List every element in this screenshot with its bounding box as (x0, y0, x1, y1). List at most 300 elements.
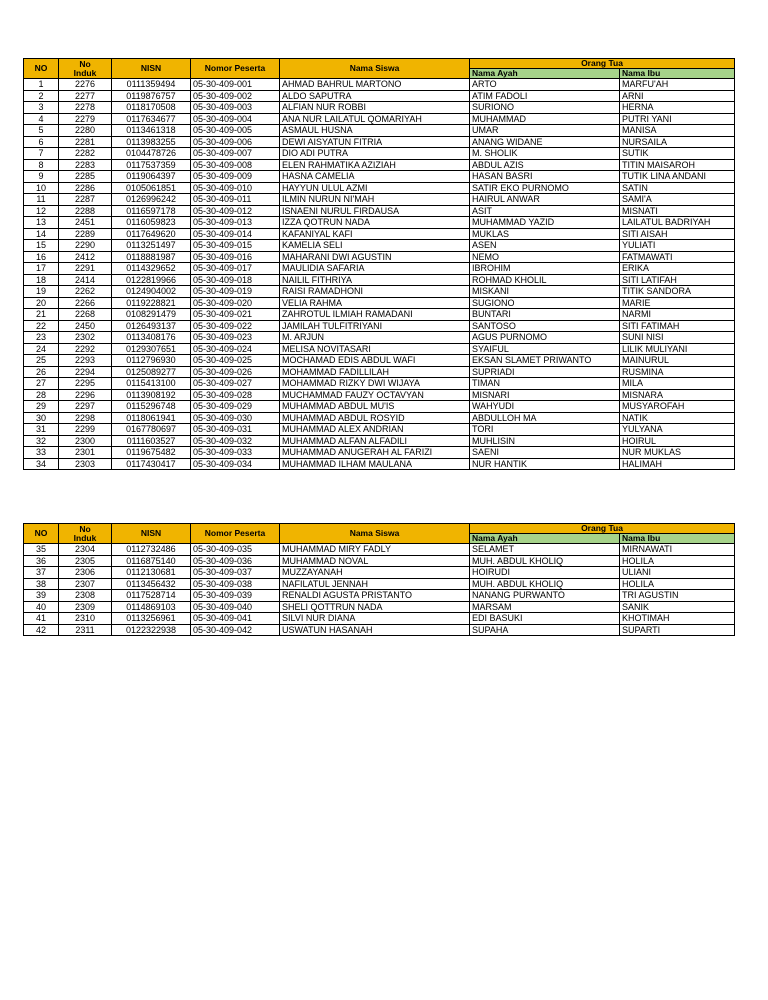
cell-nomor-peserta: 05-30-409-041 (191, 613, 280, 625)
cell-nama-ibu: NUR MUKLAS (620, 447, 735, 459)
cell-nama-siswa: MUHAMMAD ANUGERAH AL FARIZI (280, 447, 470, 459)
cell-nisn: 0113908192 (112, 389, 191, 401)
header-orang-tua: Orang Tua (470, 59, 735, 69)
cell-nisn: 0124904002 (112, 286, 191, 298)
cell-nisn: 0122322938 (112, 624, 191, 636)
cell-nama-ibu: HOLILA (620, 578, 735, 590)
cell-nomor-peserta: 05-30-409-011 (191, 194, 280, 206)
cell-nama-ibu: SANIK (620, 601, 735, 613)
cell-no-induk: 2285 (59, 171, 112, 183)
cell-nomor-peserta: 05-30-409-010 (191, 182, 280, 194)
cell-nama-ayah: ASIT (470, 205, 620, 217)
table-body-2 (24, 544, 735, 636)
cell-no-induk: 2286 (59, 182, 112, 194)
cell-nomor-peserta: 05-30-409-007 (191, 148, 280, 160)
cell-no-induk: 2281 (59, 136, 112, 148)
student-table-1 (23, 58, 735, 470)
cell-nama-siswa: HASNA CAMELIA (280, 171, 470, 183)
cell-nisn: 0122819966 (112, 274, 191, 286)
cell-no-induk: 2294 (59, 366, 112, 378)
cell-nomor-peserta: 05-30-409-025 (191, 355, 280, 367)
cell-nisn: 0115296748 (112, 401, 191, 413)
cell-nama-ayah: BUNTARI (470, 309, 620, 321)
cell-no: 4 (24, 113, 59, 125)
cell-nama-ibu: KHOTIMAH (620, 613, 735, 625)
cell-nomor-peserta: 05-30-409-009 (191, 171, 280, 183)
cell-nisn: 0125089277 (112, 366, 191, 378)
cell-nomor-peserta: 05-30-409-012 (191, 205, 280, 217)
cell-no-induk: 2277 (59, 90, 112, 102)
cell-nama-ibu: HALIMAH (620, 458, 735, 470)
cell-nisn: 0118170508 (112, 102, 191, 114)
table-row (24, 601, 735, 613)
cell-nama-siswa: MOHAMMAD FADILLILAH (280, 366, 470, 378)
cell-nama-ayah: HOIRUDI (470, 567, 620, 579)
cell-nomor-peserta: 05-30-409-027 (191, 378, 280, 390)
cell-no: 11 (24, 194, 59, 206)
cell-nomor-peserta: 05-30-409-022 (191, 320, 280, 332)
cell-no: 39 (24, 590, 59, 602)
cell-no-induk: 2291 (59, 263, 112, 275)
cell-no: 14 (24, 228, 59, 240)
cell-nama-ayah: EKSAN SLAMET PRIWANTO (470, 355, 620, 367)
cell-nisn: 0113251497 (112, 240, 191, 252)
cell-no: 15 (24, 240, 59, 252)
header-nama-siswa: Nama Siswa (280, 524, 470, 544)
table-row (24, 578, 735, 590)
table-row (24, 435, 735, 447)
cell-no-induk: 2412 (59, 251, 112, 263)
cell-no-induk: 2302 (59, 332, 112, 344)
header-nama-ayah: Nama Ayah (470, 69, 620, 79)
cell-no-induk: 2280 (59, 125, 112, 137)
cell-no: 27 (24, 378, 59, 390)
cell-no-induk: 2307 (59, 578, 112, 590)
cell-no: 12 (24, 205, 59, 217)
cell-no-induk: 2305 (59, 555, 112, 567)
table-row (24, 240, 735, 252)
cell-nama-ibu: MISNATI (620, 205, 735, 217)
header-no-induk: No Induk (59, 524, 112, 544)
cell-nama-siswa: NAFILATUL JENNAH (280, 578, 470, 590)
cell-nomor-peserta: 05-30-409-042 (191, 624, 280, 636)
cell-no: 37 (24, 567, 59, 579)
cell-nama-ayah: ANANG WIDANE (470, 136, 620, 148)
cell-nomor-peserta: 05-30-409-016 (191, 251, 280, 263)
cell-nomor-peserta: 05-30-409-032 (191, 435, 280, 447)
cell-nama-siswa: ELEN RAHMATIKA AZIZIAH (280, 159, 470, 171)
cell-no-induk: 2298 (59, 412, 112, 424)
cell-nama-ayah: EDI BASUKI (470, 613, 620, 625)
table-row (24, 355, 735, 367)
cell-nisn: 0113983255 (112, 136, 191, 148)
cell-nama-ibu: SATIN (620, 182, 735, 194)
cell-nama-ayah: MUH. ABDUL KHOLIQ (470, 555, 620, 567)
table-row (24, 136, 735, 148)
header-nama-ayah: Nama Ayah (470, 534, 620, 544)
cell-nama-ibu: LAILATUL BADRIYAH (620, 217, 735, 229)
cell-nomor-peserta: 05-30-409-026 (191, 366, 280, 378)
cell-no: 32 (24, 435, 59, 447)
cell-no: 1 (24, 79, 59, 91)
cell-nama-ayah: MISKANI (470, 286, 620, 298)
cell-nama-siswa: DEWI AISYATUN FITRIA (280, 136, 470, 148)
cell-nama-ibu: MIRNAWATI (620, 544, 735, 556)
cell-nisn: 0113256961 (112, 613, 191, 625)
cell-nama-siswa: MAULIDIA SAFARIA (280, 263, 470, 275)
cell-no-induk: 2283 (59, 159, 112, 171)
table-row (24, 102, 735, 114)
cell-no: 29 (24, 401, 59, 413)
cell-nama-ayah: MUHAMMAD (470, 113, 620, 125)
cell-no-induk: 2297 (59, 401, 112, 413)
table-row (24, 286, 735, 298)
cell-nisn: 0105061851 (112, 182, 191, 194)
cell-nisn: 0111603527 (112, 435, 191, 447)
header-orang-tua: Orang Tua (470, 524, 735, 534)
cell-nomor-peserta: 05-30-409-028 (191, 389, 280, 401)
cell-nama-siswa: ASMAUL HUSNA (280, 125, 470, 137)
cell-nama-siswa: IZZA QOTRUN NADA (280, 217, 470, 229)
cell-nama-ibu: TUTIK LINA ANDANI (620, 171, 735, 183)
cell-nomor-peserta: 05-30-409-037 (191, 567, 280, 579)
cell-no: 36 (24, 555, 59, 567)
cell-nama-ayah: SUPAHA (470, 624, 620, 636)
cell-no: 25 (24, 355, 59, 367)
cell-nomor-peserta: 05-30-409-034 (191, 458, 280, 470)
cell-nama-ayah: SANTOSO (470, 320, 620, 332)
cell-nisn: 0167780697 (112, 424, 191, 436)
cell-nomor-peserta: 05-30-409-030 (191, 412, 280, 424)
cell-nama-ayah: SYAIFUL (470, 343, 620, 355)
table-row (24, 412, 735, 424)
cell-no: 33 (24, 447, 59, 459)
cell-nama-siswa: MUHAMMAD ALEX ANDRIAN (280, 424, 470, 436)
cell-nama-ibu: MISNARA (620, 389, 735, 401)
cell-nama-siswa: MUZZAYANAH (280, 567, 470, 579)
cell-nama-siswa: MUCHAMMAD FAUZY OCTAVYAN (280, 389, 470, 401)
table-row (24, 148, 735, 160)
cell-no: 40 (24, 601, 59, 613)
cell-nama-ibu: MARFU'AH (620, 79, 735, 91)
cell-no-induk: 2414 (59, 274, 112, 286)
cell-nama-ibu: YULIATI (620, 240, 735, 252)
table-row (24, 332, 735, 344)
cell-nomor-peserta: 05-30-409-014 (191, 228, 280, 240)
cell-nama-ayah: ARTO (470, 79, 620, 91)
cell-nisn: 0126493137 (112, 320, 191, 332)
cell-no-induk: 2292 (59, 343, 112, 355)
table-row (24, 263, 735, 275)
cell-nama-ayah: ROHMAD KHOLIL (470, 274, 620, 286)
table-row (24, 590, 735, 602)
cell-no-induk: 2301 (59, 447, 112, 459)
cell-nomor-peserta: 05-30-409-035 (191, 544, 280, 556)
cell-nomor-peserta: 05-30-409-019 (191, 286, 280, 298)
cell-nama-ibu: SITI LATIFAH (620, 274, 735, 286)
cell-nama-ibu: MAINURUL (620, 355, 735, 367)
cell-no: 30 (24, 412, 59, 424)
header-nama-siswa: Nama Siswa (280, 59, 470, 79)
cell-nama-ibu: HERNA (620, 102, 735, 114)
cell-nomor-peserta: 05-30-409-023 (191, 332, 280, 344)
cell-nama-ayah: ASEN (470, 240, 620, 252)
cell-nisn: 0112796930 (112, 355, 191, 367)
table-row (24, 182, 735, 194)
table-row (24, 90, 735, 102)
cell-nomor-peserta: 05-30-409-024 (191, 343, 280, 355)
table-row (24, 447, 735, 459)
table-row (24, 274, 735, 286)
cell-no-induk: 2288 (59, 205, 112, 217)
cell-nisn: 0104478726 (112, 148, 191, 160)
cell-nama-siswa: SHELI QOTTRUN NADA (280, 601, 470, 613)
cell-nama-ibu: SAMI'A (620, 194, 735, 206)
cell-nisn: 0116059823 (112, 217, 191, 229)
cell-no: 24 (24, 343, 59, 355)
cell-nisn: 0108291479 (112, 309, 191, 321)
cell-no-induk: 2295 (59, 378, 112, 390)
header-nama-ibu: Nama Ibu (620, 534, 735, 544)
cell-nama-ayah: MUHLISIN (470, 435, 620, 447)
table-row (24, 320, 735, 332)
table-row (24, 366, 735, 378)
cell-nomor-peserta: 05-30-409-020 (191, 297, 280, 309)
cell-nomor-peserta: 05-30-409-013 (191, 217, 280, 229)
cell-nisn: 0116875140 (112, 555, 191, 567)
cell-nama-siswa: ANA NUR LAILATUL QOMARIYAH (280, 113, 470, 125)
table-row (24, 424, 735, 436)
cell-nama-ibu: HOIRUL (620, 435, 735, 447)
cell-nama-ayah: NANANG PURWANTO (470, 590, 620, 602)
cell-no-induk: 2287 (59, 194, 112, 206)
cell-no: 19 (24, 286, 59, 298)
cell-nisn: 0114329652 (112, 263, 191, 275)
cell-nama-ayah: ATIM FADOLI (470, 90, 620, 102)
cell-nama-ayah: SURIONO (470, 102, 620, 114)
cell-nama-ayah: MUHAMMAD YAZID (470, 217, 620, 229)
cell-nomor-peserta: 05-30-409-018 (191, 274, 280, 286)
cell-no-induk: 2289 (59, 228, 112, 240)
cell-no-induk: 2290 (59, 240, 112, 252)
cell-nisn: 0113456432 (112, 578, 191, 590)
cell-nama-ayah: MUH. ABDUL KHOLIQ (470, 578, 620, 590)
cell-nama-siswa: MUHAMMAD ILHAM MAULANA (280, 458, 470, 470)
table-body-1 (24, 79, 735, 470)
cell-nomor-peserta: 05-30-409-017 (191, 263, 280, 275)
cell-nama-siswa: MOHAMMAD RIZKY DWI WIJAYA (280, 378, 470, 390)
cell-no-induk: 2279 (59, 113, 112, 125)
student-table-2 (23, 523, 735, 636)
cell-nama-siswa: MELISA NOVITASARI (280, 343, 470, 355)
cell-nama-ibu: ULIANI (620, 567, 735, 579)
cell-no-induk: 2282 (59, 148, 112, 160)
cell-no: 18 (24, 274, 59, 286)
cell-nama-ayah: SELAMET (470, 544, 620, 556)
cell-nisn: 0118061941 (112, 412, 191, 424)
header-nisn: NISN (112, 59, 191, 79)
cell-nomor-peserta: 05-30-409-040 (191, 601, 280, 613)
cell-no: 6 (24, 136, 59, 148)
table-row (24, 309, 735, 321)
cell-nisn: 0115413100 (112, 378, 191, 390)
cell-nama-siswa: KAFANIYAL KAFI (280, 228, 470, 240)
cell-nama-ibu: PUTRI YANI (620, 113, 735, 125)
cell-nama-ayah: NUR HANTIK (470, 458, 620, 470)
cell-no: 41 (24, 613, 59, 625)
cell-nama-ibu: MUSYAROFAH (620, 401, 735, 413)
cell-nama-siswa: AHMAD BAHRUL MARTONO (280, 79, 470, 91)
cell-nomor-peserta: 05-30-409-036 (191, 555, 280, 567)
cell-no-induk: 2266 (59, 297, 112, 309)
cell-no: 20 (24, 297, 59, 309)
cell-nomor-peserta: 05-30-409-033 (191, 447, 280, 459)
table-row (24, 79, 735, 91)
cell-nama-ayah: UMAR (470, 125, 620, 137)
cell-nama-ibu: SITI FATIMAH (620, 320, 735, 332)
cell-nisn: 0119064397 (112, 171, 191, 183)
cell-nama-ayah: SATIR EKO PURNOMO (470, 182, 620, 194)
cell-no: 8 (24, 159, 59, 171)
cell-nisn: 0112130681 (112, 567, 191, 579)
cell-nisn: 0117430417 (112, 458, 191, 470)
table-row (24, 194, 735, 206)
cell-nama-ibu: ERIKA (620, 263, 735, 275)
cell-nama-siswa: ALFIAN NUR ROBBI (280, 102, 470, 114)
cell-no: 23 (24, 332, 59, 344)
table-row (24, 217, 735, 229)
cell-nama-ibu: YULYANA (620, 424, 735, 436)
cell-nomor-peserta: 05-30-409-039 (191, 590, 280, 602)
cell-nisn: 0111359494 (112, 79, 191, 91)
cell-no-induk: 2278 (59, 102, 112, 114)
cell-nama-ibu: TRI AGUSTIN (620, 590, 735, 602)
cell-nama-ayah: ABDULLOH MA (470, 412, 620, 424)
cell-nama-ibu: NARMI (620, 309, 735, 321)
cell-no: 38 (24, 578, 59, 590)
cell-nama-siswa: USWATUN HASANAH (280, 624, 470, 636)
cell-no-induk: 2299 (59, 424, 112, 436)
cell-nama-ibu: RUSMINA (620, 366, 735, 378)
cell-nama-ibu: SUTIK (620, 148, 735, 160)
cell-nama-siswa: M. ARJUN (280, 332, 470, 344)
table-row (24, 378, 735, 390)
cell-no: 22 (24, 320, 59, 332)
cell-nomor-peserta: 05-30-409-008 (191, 159, 280, 171)
cell-no: 31 (24, 424, 59, 436)
table-row (24, 228, 735, 240)
cell-nomor-peserta: 05-30-409-001 (191, 79, 280, 91)
cell-nama-ibu: MARIE (620, 297, 735, 309)
table-row (24, 567, 735, 579)
cell-nomor-peserta: 05-30-409-015 (191, 240, 280, 252)
table-row (24, 251, 735, 263)
cell-nama-ayah: HAIRUL ANWAR (470, 194, 620, 206)
cell-nama-siswa: MAHARANI DWI AGUSTIN (280, 251, 470, 263)
cell-no-induk: 2293 (59, 355, 112, 367)
cell-no: 9 (24, 171, 59, 183)
cell-nama-siswa: KAMELIA SELI (280, 240, 470, 252)
cell-no: 10 (24, 182, 59, 194)
cell-nomor-peserta: 05-30-409-029 (191, 401, 280, 413)
table-row (24, 125, 735, 137)
cell-no: 35 (24, 544, 59, 556)
cell-no: 13 (24, 217, 59, 229)
cell-no-induk: 2296 (59, 389, 112, 401)
cell-nama-siswa: ZAHROTUL ILMIAH RAMADANI (280, 309, 470, 321)
cell-nama-siswa: ISNAENI NURUL FIRDAUSA (280, 205, 470, 217)
cell-nama-ayah: SAENI (470, 447, 620, 459)
cell-nama-siswa: RENALDI AGUSTA PRISTANTO (280, 590, 470, 602)
cell-no-induk: 2276 (59, 79, 112, 91)
cell-no-induk: 2451 (59, 217, 112, 229)
table-row (24, 113, 735, 125)
cell-nama-ibu: MILA (620, 378, 735, 390)
cell-nisn: 0113461318 (112, 125, 191, 137)
cell-nama-ayah: MISNARI (470, 389, 620, 401)
cell-nomor-peserta: 05-30-409-005 (191, 125, 280, 137)
cell-no: 34 (24, 458, 59, 470)
cell-nama-siswa: DIO ADI PUTRA (280, 148, 470, 160)
cell-nama-siswa: MOCHAMAD EDIS ABDUL WAFI (280, 355, 470, 367)
cell-nama-ayah: AGUS PURNOMO (470, 332, 620, 344)
cell-nama-siswa: MUHAMMAD MIRY FADLY (280, 544, 470, 556)
cell-no-induk: 2262 (59, 286, 112, 298)
cell-no-induk: 2309 (59, 601, 112, 613)
header-nisn: NISN (112, 524, 191, 544)
cell-nama-ibu: TITIK SANDORA (620, 286, 735, 298)
cell-nama-siswa: ALDO SAPUTRA (280, 90, 470, 102)
cell-no: 2 (24, 90, 59, 102)
cell-nama-ibu: FATMAWATI (620, 251, 735, 263)
cell-nama-siswa: MUHAMMAD NOVAL (280, 555, 470, 567)
cell-no-induk: 2300 (59, 435, 112, 447)
table-row (24, 401, 735, 413)
cell-nama-siswa: RAISI RAMADHONI (280, 286, 470, 298)
cell-nama-siswa: MUHAMMAD ABDUL MU'IS (280, 401, 470, 413)
table-row (24, 297, 735, 309)
cell-nisn: 0126996242 (112, 194, 191, 206)
cell-no: 17 (24, 263, 59, 275)
cell-nisn: 0114869103 (112, 601, 191, 613)
cell-nama-siswa: MUHAMMAD ALFAN ALFADILI (280, 435, 470, 447)
cell-no: 7 (24, 148, 59, 160)
cell-nama-ayah: SUGIONO (470, 297, 620, 309)
cell-no-induk: 2311 (59, 624, 112, 636)
cell-no: 28 (24, 389, 59, 401)
cell-nama-ayah: M. SHOLIK (470, 148, 620, 160)
cell-nama-ayah: MARSAM (470, 601, 620, 613)
cell-no: 26 (24, 366, 59, 378)
cell-nisn: 0117528714 (112, 590, 191, 602)
cell-no-induk: 2308 (59, 590, 112, 602)
cell-nama-siswa: VELIA RAHMA (280, 297, 470, 309)
cell-nama-siswa: ILMIN NURUN NI'MAH (280, 194, 470, 206)
cell-nisn: 0119228821 (112, 297, 191, 309)
table-row (24, 613, 735, 625)
cell-nama-ayah: HASAN BASRI (470, 171, 620, 183)
header-no-induk: No Induk (59, 59, 112, 79)
cell-nama-ibu: SUNI NISI (620, 332, 735, 344)
cell-nisn: 0119675482 (112, 447, 191, 459)
cell-nama-ayah: MUKLAS (470, 228, 620, 240)
table-row (24, 544, 735, 556)
cell-nama-siswa: SILVI NUR DIANA (280, 613, 470, 625)
table-row (24, 458, 735, 470)
cell-nama-siswa: HAYYUN ULUL AZMI (280, 182, 470, 194)
cell-nama-ibu: LILIK MULIYANI (620, 343, 735, 355)
cell-nama-ayah: TIMAN (470, 378, 620, 390)
